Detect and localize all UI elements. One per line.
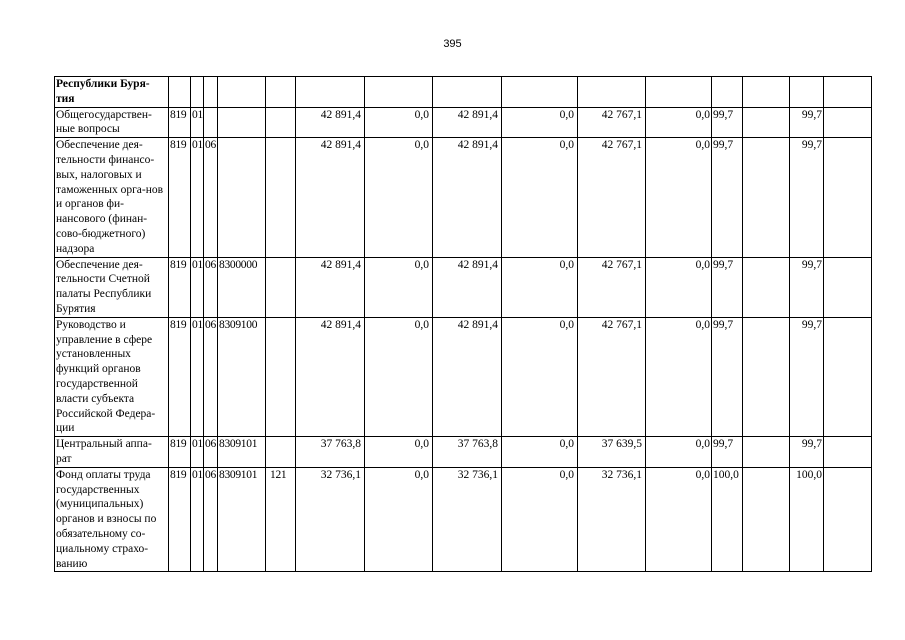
value-cell-2: 0,0 — [365, 138, 433, 257]
empty-cell — [824, 107, 872, 138]
value-cell-1: 42 891,4 — [296, 138, 365, 257]
row-name-cell: Обеспечение дея-тельности Счетной палаты Республики Бурятия — [55, 257, 169, 317]
value-cell-5: 42 767,1 — [578, 257, 646, 317]
row-name-cell: Обеспечение дея-тельности финансо-вых, налоговых и таможенных орга-нов и органов фи-нансового (финан-сово-бюджетного) надзора — [55, 138, 169, 257]
target-article-cell — [218, 107, 266, 138]
grbs-code-cell: 819 — [169, 257, 191, 317]
value-cell-8 — [743, 77, 790, 108]
empty-cell — [824, 257, 872, 317]
subsection-code-cell: 06 — [204, 437, 218, 468]
value-cell-1: 42 891,4 — [296, 107, 365, 138]
value-cell-5: 42 767,1 — [578, 138, 646, 257]
value-cell-4 — [502, 77, 578, 108]
value-cell-3: 32 736,1 — [433, 467, 502, 572]
value-cell-4: 0,0 — [502, 467, 578, 572]
percent-cell-2: 99,7 — [790, 107, 824, 138]
grbs-code-cell: 819 — [169, 138, 191, 257]
target-article-cell: 8309101 — [218, 437, 266, 468]
grbs-code-cell: 819 — [169, 317, 191, 436]
value-cell-3 — [433, 77, 502, 108]
value-cell-3: 42 891,4 — [433, 138, 502, 257]
value-cell-1: 37 763,8 — [296, 437, 365, 468]
value-cell-5: 37 639,5 — [578, 437, 646, 468]
value-cell-2: 0,0 — [365, 107, 433, 138]
percent-cell-1: 99,7 — [712, 257, 743, 317]
subsection-code-cell: 06 — [204, 317, 218, 436]
value-cell-1: 32 736,1 — [296, 467, 365, 572]
target-article-cell: 8309100 — [218, 317, 266, 436]
empty-cell — [824, 467, 872, 572]
expense-type-cell — [266, 77, 296, 108]
value-cell-4: 0,0 — [502, 437, 578, 468]
table-row — [55, 257, 872, 317]
value-cell-8 — [743, 317, 790, 436]
value-cell-1: 42 891,4 — [296, 257, 365, 317]
section-code-cell: 01 — [191, 317, 204, 436]
value-cell-2: 0,0 — [365, 257, 433, 317]
value-cell-2 — [365, 77, 433, 108]
budget-execution-table — [54, 76, 872, 572]
target-article-cell — [218, 138, 266, 257]
table-row — [55, 317, 872, 436]
value-cell-4: 0,0 — [502, 317, 578, 436]
value-cell-5: 42 767,1 — [578, 317, 646, 436]
expense-type-cell — [266, 317, 296, 436]
percent-cell-1: 99,7 — [712, 138, 743, 257]
expense-type-cell — [266, 138, 296, 257]
percent-cell-2: 99,7 — [790, 317, 824, 436]
empty-cell — [824, 317, 872, 436]
value-cell-5: 32 736,1 — [578, 467, 646, 572]
value-cell-6: 0,0 — [646, 437, 712, 468]
expense-type-cell: 121 — [266, 467, 296, 572]
value-cell-6: 0,0 — [646, 467, 712, 572]
value-cell-1 — [296, 77, 365, 108]
grbs-code-cell: 819 — [169, 467, 191, 572]
grbs-code-cell — [169, 77, 191, 108]
value-cell-8 — [743, 138, 790, 257]
expense-type-cell — [266, 107, 296, 138]
subsection-code-cell: 06 — [204, 138, 218, 257]
value-cell-3: 42 891,4 — [433, 317, 502, 436]
value-cell-8 — [743, 107, 790, 138]
value-cell-1: 42 891,4 — [296, 317, 365, 436]
row-name-cell: Руководство и управление в сфере установленных функций органов государственной власти субъекта Российской Федера-ции — [55, 317, 169, 436]
target-article-cell: 8300000 — [218, 257, 266, 317]
value-cell-4: 0,0 — [502, 257, 578, 317]
value-cell-2: 0,0 — [365, 317, 433, 436]
percent-cell-2: 100,0 — [790, 467, 824, 572]
section-code-cell: 01 — [191, 138, 204, 257]
value-cell-3: 42 891,4 — [433, 257, 502, 317]
subsection-code-cell: 06 — [204, 467, 218, 572]
percent-cell-1: 99,7 — [712, 437, 743, 468]
table-row — [55, 107, 872, 138]
percent-cell-1: 99,7 — [712, 317, 743, 436]
empty-cell — [824, 138, 872, 257]
table-row — [55, 467, 872, 572]
value-cell-6: 0,0 — [646, 138, 712, 257]
percent-cell-2: 99,7 — [790, 138, 824, 257]
value-cell-6 — [646, 77, 712, 108]
row-name-cell: Общегосударствен-ные вопросы — [55, 107, 169, 138]
section-code-cell: 01 — [191, 467, 204, 572]
value-cell-5 — [578, 77, 646, 108]
section-code-cell — [191, 77, 204, 108]
value-cell-4: 0,0 — [502, 138, 578, 257]
empty-cell — [824, 437, 872, 468]
subsection-code-cell: 06 — [204, 257, 218, 317]
value-cell-3: 42 891,4 — [433, 107, 502, 138]
percent-cell-2: 99,7 — [790, 257, 824, 317]
value-cell-2: 0,0 — [365, 437, 433, 468]
section-code-cell: 01 — [191, 107, 204, 138]
target-article-cell: 8309101 — [218, 467, 266, 572]
section-code-cell: 01 — [191, 437, 204, 468]
value-cell-3: 37 763,8 — [433, 437, 502, 468]
value-cell-8 — [743, 257, 790, 317]
row-name-cell: Фонд оплаты труда государственных (муниципальных) органов и взносы по обязательному со-циальному страхо-ванию — [55, 467, 169, 572]
percent-cell-1 — [712, 77, 743, 108]
subsection-code-cell — [204, 107, 218, 138]
percent-cell-1: 99,7 — [712, 107, 743, 138]
empty-cell — [824, 77, 872, 108]
percent-cell-2: 99,7 — [790, 437, 824, 468]
grbs-code-cell: 819 — [169, 437, 191, 468]
percent-cell-1: 100,0 — [712, 467, 743, 572]
target-article-cell — [218, 77, 266, 108]
table-row — [55, 77, 872, 108]
value-cell-5: 42 767,1 — [578, 107, 646, 138]
table-row — [55, 138, 872, 257]
grbs-code-cell: 819 — [169, 107, 191, 138]
value-cell-6: 0,0 — [646, 317, 712, 436]
row-name-cell: Центральный аппа-рат — [55, 437, 169, 468]
expense-type-cell — [266, 437, 296, 468]
value-cell-4: 0,0 — [502, 107, 578, 138]
value-cell-6: 0,0 — [646, 107, 712, 138]
table-row — [55, 437, 872, 468]
value-cell-6: 0,0 — [646, 257, 712, 317]
subsection-code-cell — [204, 77, 218, 108]
percent-cell-2 — [790, 77, 824, 108]
row-name-cell: Республики Буря-тия — [55, 77, 169, 108]
value-cell-8 — [743, 467, 790, 572]
value-cell-8 — [743, 437, 790, 468]
page-number: 395 — [443, 38, 462, 50]
section-code-cell: 01 — [191, 257, 204, 317]
value-cell-2: 0,0 — [365, 467, 433, 572]
expense-type-cell — [266, 257, 296, 317]
